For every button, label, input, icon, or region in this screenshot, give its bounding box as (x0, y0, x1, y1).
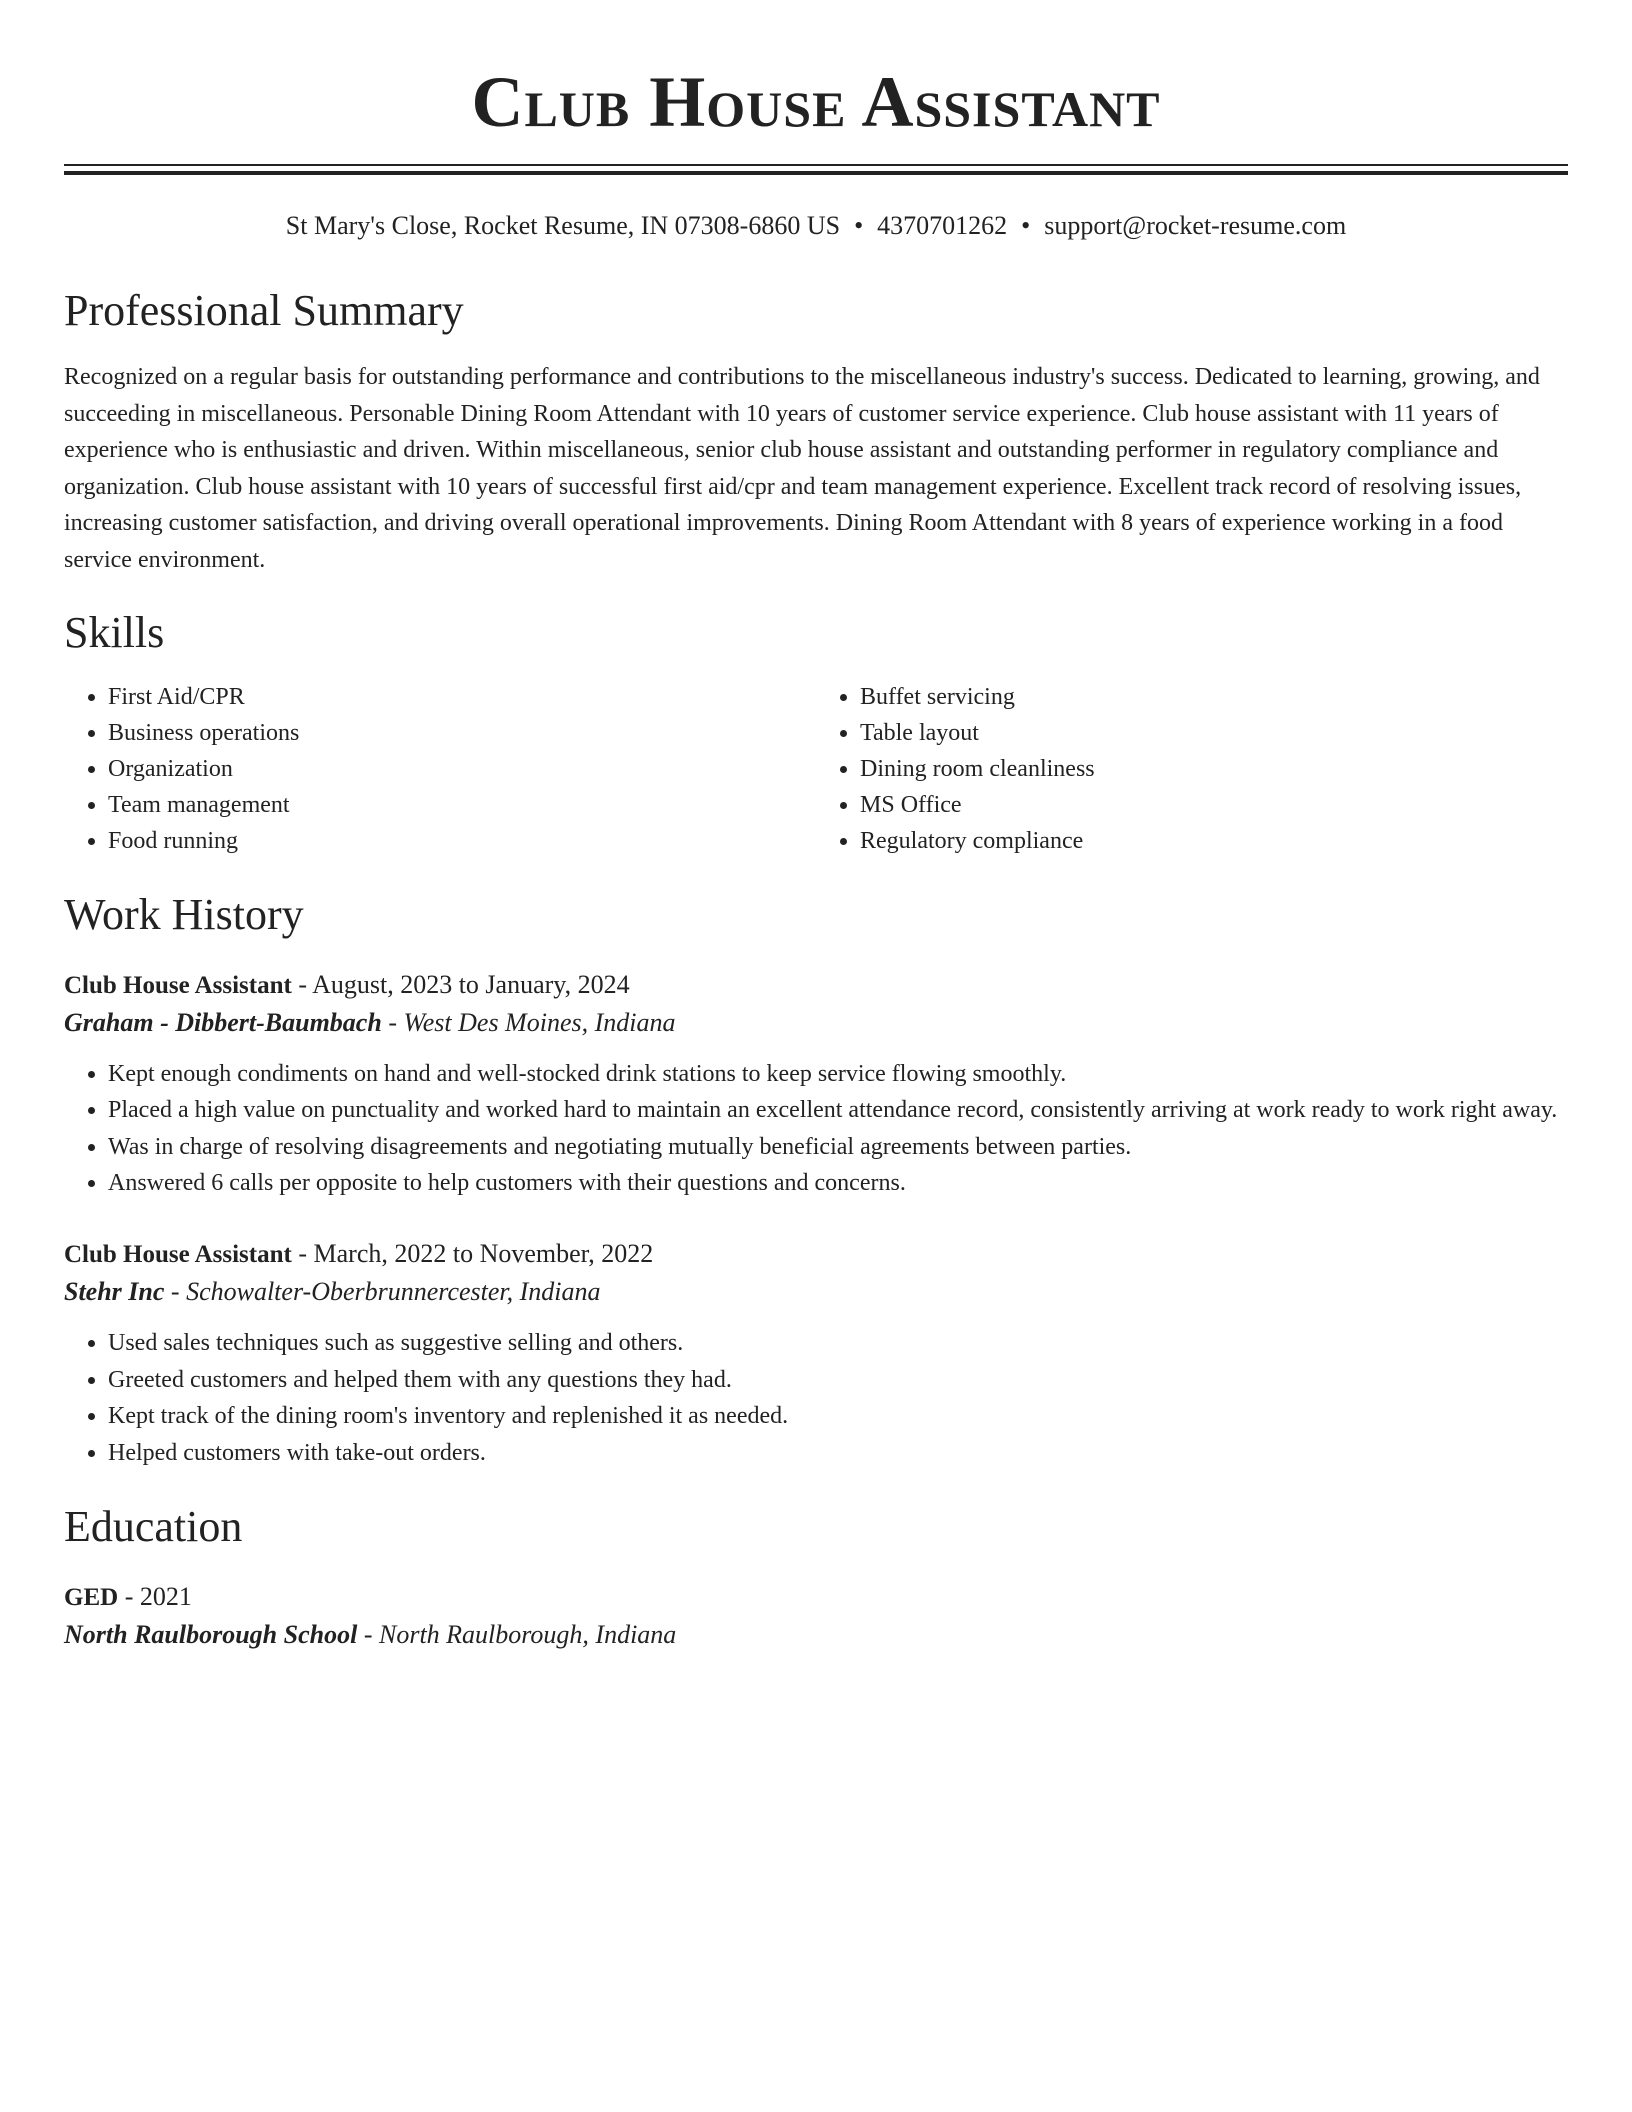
job-company: Graham - Dibbert-Baumbach (64, 1007, 382, 1037)
skills-heading: Skills (64, 607, 165, 657)
skill-item: • MS Office (860, 787, 1568, 823)
job-entry (64, 1236, 1568, 1471)
resume-name-title: Club House Assistant (471, 62, 1161, 142)
education-degree-line (64, 1579, 1568, 1616)
job-location: - Schowalter-Oberbrunnercester, Indiana (164, 1276, 601, 1306)
skill-item: • Buffet servicing (860, 679, 1568, 715)
job-bullet: • Answered 6 calls per opposite to help customers with their questions and concerns. (108, 1165, 1568, 1202)
header-rule-thin (64, 164, 1568, 166)
job-dates: - August, 2023 to January, 2024 (291, 969, 630, 999)
contact-separator: • (1021, 211, 1031, 240)
job-company: Stehr Inc (64, 1276, 165, 1306)
job-header (64, 1236, 1568, 1273)
job-bullet: • Kept track of the dining room's inventory and replenished it as needed. (108, 1398, 1568, 1435)
job-bullets (64, 1056, 1568, 1202)
skill-item: • Regulatory compliance (860, 823, 1568, 859)
job-location: - West Des Moines, Indiana (381, 1007, 676, 1037)
summary-text: Recognized on a regular basis for outstanding performance and contributions to the miscellaneous industry's success. Dedicated to learning, growing, and succeeding in miscellaneous. Personable Dining Room Attendant with 10 years of customer service experience. Club house assistant with 11 years of experience who is enthusiastic and driven. Within miscellaneous, senior club house assistant and outstanding performer in regulatory compliance and organization. Club house assistant with 10 years of successful first aid/cpr and team management experience. Excellent track record of resolving issues, increasing customer satisfaction, and driving overall operational improvements. Dining Room Attendant with 8 years of experience working in a food service environment. (64, 364, 1540, 573)
job-header (64, 967, 1568, 1004)
education-school-line (64, 1616, 1568, 1654)
contact-separator: • (854, 211, 864, 240)
job-bullet: • Greeted customers and helped them with any questions they had. (108, 1362, 1568, 1399)
job-employer (64, 1273, 1568, 1311)
work-history-heading: Work History (64, 889, 304, 939)
job-bullet: • Used sales techniques such as suggestive selling and others. (108, 1325, 1568, 1362)
job-dates: - March, 2022 to November, 2022 (291, 1238, 654, 1268)
job-bullets (64, 1325, 1568, 1471)
skill-item: • Dining room cleanliness (860, 751, 1568, 787)
education-year: - 2021 (118, 1582, 192, 1612)
education-location: - North Raulborough, Indiana (357, 1620, 677, 1650)
skills-list-left (64, 679, 816, 859)
skill-item: • Team management (108, 787, 816, 823)
job-bullet: • Placed a high value on punctuality and worked hard to maintain an excellent attendance record, consistently arriving at work ready to work right away. (108, 1092, 1568, 1129)
job-entry (64, 967, 1568, 1202)
skill-item: • Organization (108, 751, 816, 787)
education-degree: GED (64, 1584, 119, 1612)
skill-item: • First Aid/CPR (108, 679, 816, 715)
skill-item: • Business operations (108, 715, 816, 751)
job-bullet: • Kept enough condiments on hand and well-stocked drink stations to keep service flowing smoothly. (108, 1056, 1568, 1093)
summary-heading: Professional Summary (64, 286, 464, 335)
contact-address: St Mary's Close, Rocket Resume, IN 07308-6860 US (285, 211, 841, 240)
skill-item: • Table layout (860, 715, 1568, 751)
skills-list-right (816, 679, 1568, 859)
skill-item: • Food running (108, 823, 816, 859)
education-heading: Education (64, 1502, 243, 1552)
job-employer (64, 1004, 1568, 1042)
job-bullet: • Helped customers with take-out orders. (108, 1435, 1568, 1472)
job-bullet: • Was in charge of resolving disagreements and negotiating mutually beneficial agreements between parties. (108, 1129, 1568, 1166)
header-rule-thick (64, 171, 1568, 175)
contact-email: support@rocket-resume.com (1044, 211, 1347, 240)
job-role: Club House Assistant (64, 1240, 292, 1268)
education-entry (64, 1579, 1568, 1654)
contact-line (64, 209, 1568, 243)
contact-phone: 4370701262 (877, 211, 1008, 240)
job-role: Club House Assistant (64, 971, 292, 999)
skills-grid (64, 679, 1568, 859)
education-school: North Raulborough School (64, 1620, 358, 1650)
